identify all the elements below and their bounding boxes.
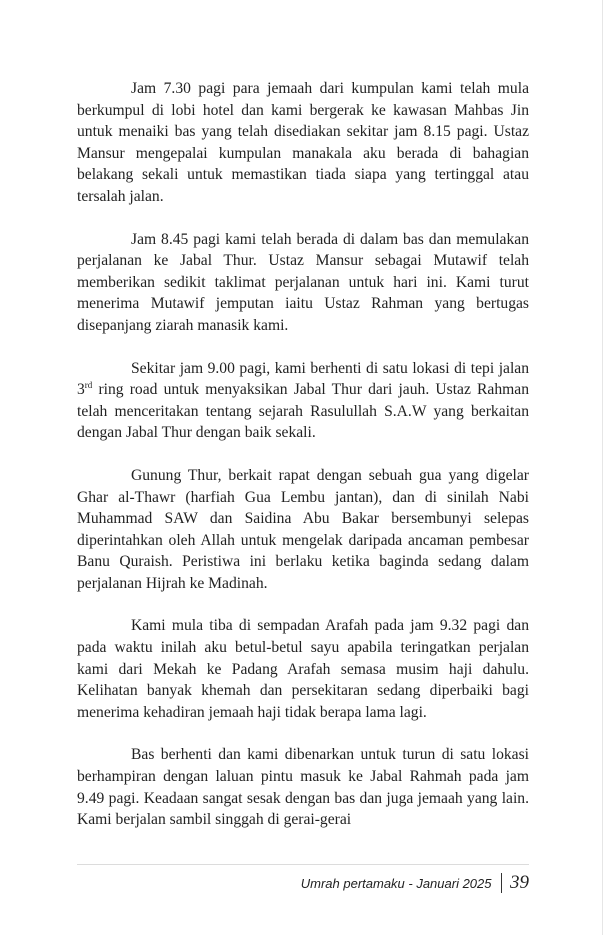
paragraph xyxy=(77,358,529,444)
running-footer-title: Umrah pertamaku - Januari 2025 xyxy=(300,875,492,891)
paragraph-text: ring road untuk menyaksikan Jabal Thur dari jauh. Ustaz Rahman telah menceritakan tentang sejarah Rasulullah S.A.W yang berkaitan dengan Jabal Thur dengan baik sekali. xyxy=(77,381,529,442)
paragraph: Gunung Thur, berkait rapat dengan sebuah gua yang digelar Ghar al-Thawr (harfiah Gua Lembu jantan), dan di sinilah Nabi Muhammad SAW dan Saidina Abu Bakar bersembunyi selepas diperintahkan oleh Allah untuk mengelak daripada ancaman pembesar Banu Quraish. Peristiwa ini berlaku ketika baginda sedang dalam perjalanan Hijrah ke Madinah. xyxy=(77,466,529,592)
page-number: 39 xyxy=(510,872,529,893)
paragraph: Kami mula tiba di sempadan Arafah pada jam 9.32 pagi dan pada waktu inilah aku betul-betul sayu apabila teringatkan perjalan kami dari Mekah ke Padang Arafah semasa musim haji dahulu. Kelihatan banyak khemah dan persekitaran sedang diperbaiki bagi menerima kehadiran jemaah haji tidak berapa lama lagi. xyxy=(77,617,529,721)
footer-divider xyxy=(77,864,529,865)
paragraph: Jam 7.30 pagi para jemaah dari kumpulan kami telah mula berkumpul di lobi hotel dan kami bergerak ke kawasan Mahbas Jin untuk menaiki bas yang telah disediakan sekitar jam 8.15 pagi. Ustaz Mansur mengepalai kumpulan manakala aku berada di bahagian belakang sekali untuk memastikan tiada siapa yang tertinggal atau tersalah jalan. xyxy=(77,80,529,205)
ordinal-superscript: rd xyxy=(84,379,93,390)
paragraph-text: Sekitar jam 9.00 pagi, kami berhenti di satu lokasi di tepi jalan 3 xyxy=(77,359,529,399)
page-footer xyxy=(301,872,529,894)
body-text xyxy=(77,78,529,852)
footer-separator xyxy=(501,873,503,893)
paragraph: Bas berhenti dan kami dibenarkan untuk turun di satu lokasi berhampiran dengan laluan pintu masuk ke Jabal Rahmah pada jam 9.49 pagi. Keadaan sangat sesak dengan bas dan juga jemaah yang lain. Kami berjalan sambil singgah di gerai-gerai xyxy=(77,746,529,829)
page-edge-line xyxy=(602,0,603,935)
paragraph: Jam 8.45 pagi kami telah berada di dalam bas dan memulakan perjalanan ke Jabal Thur. Ustaz Mansur sebagai Mutawif telah memberikan sedikit taklimat perjalanan untuk hari ini. Kami turut menerima Mutawif jemputan iaitu Ustaz Rahman yang bertugas disepanjang ziarah manasik kami. xyxy=(77,230,529,334)
